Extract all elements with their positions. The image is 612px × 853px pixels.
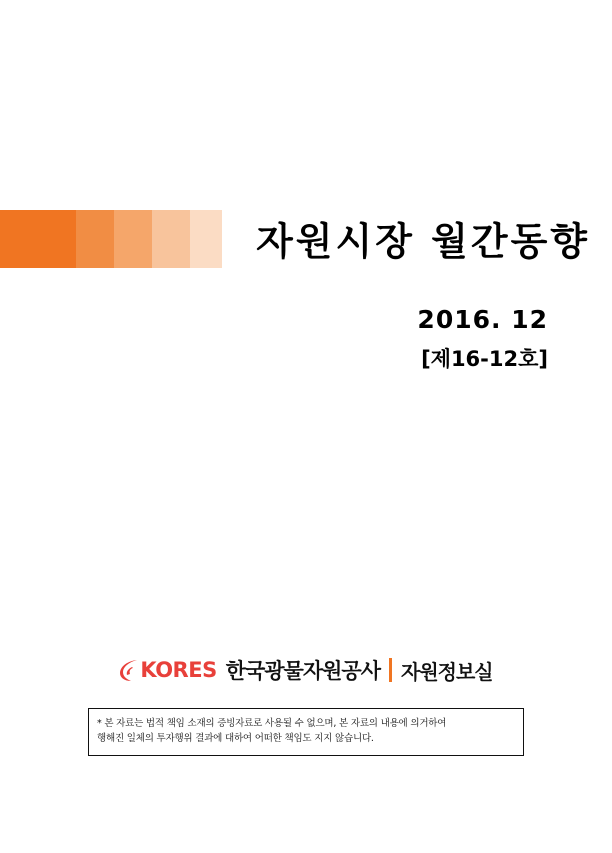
kores-logo xyxy=(119,658,216,682)
accent-block-4 xyxy=(152,210,190,268)
accent-color-blocks xyxy=(0,210,222,268)
logo-divider xyxy=(389,658,392,682)
title-band xyxy=(0,210,612,268)
disclaimer-line-2: 행해진 일체의 투자행위 결과에 대하여 어떠한 책임도 지지 않습니다. xyxy=(97,732,374,744)
disclaimer-line-1: * 본 자료는 법적 책임 소재의 증빙자료로 사용될 수 없으며, 본 자료의 내용에 의거하여 xyxy=(97,718,447,729)
publisher-logo-row xyxy=(0,655,612,685)
accent-block-3 xyxy=(114,210,152,268)
kores-swoosh-icon xyxy=(119,658,139,682)
corporation-name: 한국광물자원공사 xyxy=(225,659,380,683)
department-name: 자원정보실 xyxy=(401,659,493,684)
accent-block-5 xyxy=(190,210,222,268)
kores-wordmark: KORES xyxy=(140,657,217,682)
disclaimer-box xyxy=(88,708,524,756)
page-title: 자원시장 월간동향 xyxy=(256,219,590,264)
accent-block-1 xyxy=(0,210,76,268)
accent-block-2 xyxy=(76,210,114,268)
issue-number: [제16-12호] xyxy=(421,347,548,371)
publication-date: 2016. 12 xyxy=(417,305,548,334)
publication-info xyxy=(417,305,548,373)
